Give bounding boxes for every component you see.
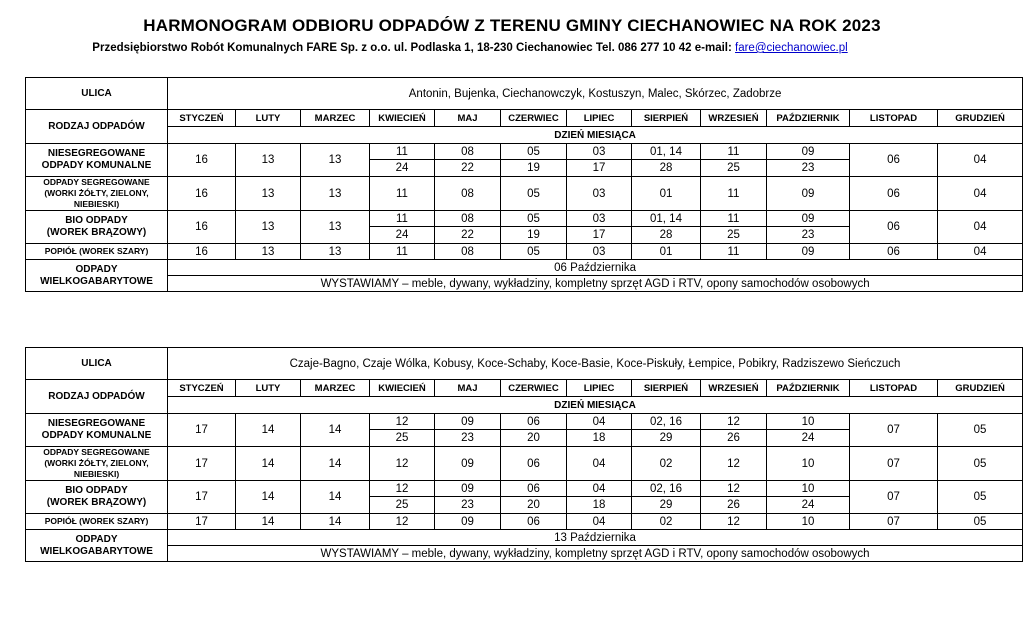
mixed-waste-day: 29 [632, 430, 701, 447]
street-label: ULICA [26, 348, 168, 380]
day-of-month-label: DZIEŃ MIESIĄCA [168, 127, 1023, 144]
ash-label [26, 244, 168, 260]
mixed-waste-day: 03 [567, 144, 632, 160]
ash-day: 14 [236, 514, 301, 530]
mixed-waste-day: 09 [767, 144, 850, 160]
company-address: Przedsiębiorstwo Robót Komunalnych FARE Sp. z o.o. ul. Podlaska 1, 18-230 Ciechanowiec Tel. 086 277 10 42 e-mail: [92, 42, 736, 54]
segregated-waste-day: 12 [701, 447, 767, 481]
company-info [0, 42, 940, 54]
segregated-waste-day: 11 [701, 177, 767, 211]
month-header: LISTOPAD [850, 110, 938, 127]
bio-waste-day: 06 [850, 211, 938, 244]
bio-waste-day: 22 [435, 227, 501, 244]
mixed-waste-day: 23 [767, 160, 850, 177]
bulky-waste-label-line: WIELKOGABARYTOWE [40, 545, 153, 557]
mixed-waste-day: 14 [236, 414, 301, 447]
bio-waste-day: 09 [767, 211, 850, 227]
segregated-waste-label-line: ODPADY SEGREGOWANE [43, 177, 150, 187]
segregated-waste-day: 05 [501, 177, 567, 211]
day-of-month-label: DZIEŃ MIESIĄCA [168, 397, 1023, 414]
segregated-waste-day: 12 [370, 447, 435, 481]
ash-day: 13 [301, 244, 370, 260]
segregated-waste-day: 09 [767, 177, 850, 211]
bio-waste-day: 16 [168, 211, 236, 244]
bio-waste-day: 01, 14 [632, 211, 701, 227]
bulky-waste-label-line: WIELKOGABARYTOWE [40, 275, 153, 287]
bio-waste-label-line: (WOREK BRĄZOWY) [46, 227, 147, 238]
ash-day: 02 [632, 514, 701, 530]
table-row [26, 348, 1023, 380]
segregated-waste-day: 03 [567, 177, 632, 211]
ash-day: 04 [938, 244, 1023, 260]
bio-waste-day: 13 [301, 211, 370, 244]
table-row [26, 244, 1023, 260]
table-row [26, 514, 1023, 530]
ash-day: 05 [501, 244, 567, 260]
bulky-waste-note: WYSTAWIAMY – meble, dywany, wykładziny, kompletny sprzęt AGD i RTV, opony samochodów osobowych [168, 276, 1023, 292]
bio-waste-day: 17 [567, 227, 632, 244]
bio-waste-day: 20 [501, 497, 567, 514]
segregated-waste-day: 09 [435, 447, 501, 481]
mixed-waste-day: 25 [370, 430, 435, 447]
ash-day: 14 [301, 514, 370, 530]
segregated-waste-label-line: NIEBIESKI) [73, 199, 120, 209]
email-link[interactable]: fare@ciechanowiec.pl [735, 42, 848, 54]
month-header: KWIECIEŃ [370, 110, 435, 127]
ash-day: 16 [168, 244, 236, 260]
mixed-waste-day: 28 [632, 160, 701, 177]
month-header: PAŹDZIERNIK [767, 110, 850, 127]
mixed-waste-day: 13 [301, 144, 370, 177]
table-row [26, 447, 1023, 481]
bulky-waste-label [26, 260, 168, 292]
ash-label-line: POPIÓŁ (WOREK SZARY) [44, 516, 149, 526]
month-header: LUTY [236, 110, 301, 127]
mixed-waste-day: 07 [850, 414, 938, 447]
month-header: SIERPIEŃ [632, 110, 701, 127]
mixed-waste-day: 12 [370, 414, 435, 430]
bio-waste-day: 09 [435, 481, 501, 497]
mixed-waste-label-line: ODPADY KOMUNALNE [41, 430, 152, 441]
table-row [26, 481, 1023, 497]
bio-waste-day: 14 [301, 481, 370, 514]
bio-waste-day: 26 [701, 497, 767, 514]
mixed-waste-day: 17 [567, 160, 632, 177]
bio-waste-day: 07 [850, 481, 938, 514]
bio-waste-day: 08 [435, 211, 501, 227]
bio-waste-day: 12 [370, 481, 435, 497]
bio-waste-day: 05 [501, 211, 567, 227]
bio-waste-day: 12 [701, 481, 767, 497]
bulky-waste-date: 06 Października [168, 260, 1023, 276]
bulky-waste-label [26, 530, 168, 562]
mixed-waste-day: 04 [938, 144, 1023, 177]
month-header: LIPIEC [567, 110, 632, 127]
segregated-waste-day: 13 [236, 177, 301, 211]
mixed-waste-day: 06 [850, 144, 938, 177]
segregated-waste-label-line: NIEBIESKI) [73, 469, 120, 479]
mixed-waste-day: 05 [938, 414, 1023, 447]
table-row [26, 530, 1023, 546]
month-header: KWIECIEŃ [370, 380, 435, 397]
month-header: LUTY [236, 380, 301, 397]
waste-type-label: RODZAJ ODPADÓW [26, 380, 168, 414]
street-list: Czaje-Bagno, Czaje Wólka, Kobusy, Koce-Schaby, Koce-Basie, Koce-Piskuły, Łempice, Pobikry, Radziszewo Sieńczuch [168, 348, 1023, 380]
mixed-waste-day: 20 [501, 430, 567, 447]
bio-waste-day: 17 [168, 481, 236, 514]
bio-waste-day: 24 [370, 227, 435, 244]
mixed-waste-day: 05 [501, 144, 567, 160]
month-header: STYCZEŃ [168, 110, 236, 127]
segregated-waste-day: 17 [168, 447, 236, 481]
month-header: MARZEC [301, 380, 370, 397]
table-row [26, 110, 1023, 127]
mixed-waste-label [26, 144, 168, 177]
segregated-waste-day: 04 [567, 447, 632, 481]
month-header: PAŹDZIERNIK [767, 380, 850, 397]
bio-waste-day: 03 [567, 211, 632, 227]
ash-day: 11 [370, 244, 435, 260]
segregated-waste-day: 05 [938, 447, 1023, 481]
segregated-waste-day: 06 [501, 447, 567, 481]
ash-day: 05 [938, 514, 1023, 530]
bio-waste-label [26, 481, 168, 514]
bulky-waste-note: WYSTAWIAMY – meble, dywany, wykładziny, kompletny sprzęt AGD i RTV, opony samochodów osobowych [168, 546, 1023, 562]
month-header: GRUDZIEŃ [938, 110, 1023, 127]
segregated-waste-day: 10 [767, 447, 850, 481]
segregated-waste-label [26, 177, 168, 211]
bio-waste-day: 11 [701, 211, 767, 227]
street-list: Antonin, Bujenka, Ciechanowczyk, Kostuszyn, Malec, Skórzec, Zadobrze [168, 78, 1023, 110]
bulky-waste-label-line: ODPADY [75, 533, 118, 545]
bio-waste-day: 14 [236, 481, 301, 514]
schedule-table-2 [25, 347, 1023, 562]
month-header: STYCZEŃ [168, 380, 236, 397]
mixed-waste-label-line: NIESEGREGOWANE [47, 418, 146, 429]
mixed-waste-day: 23 [435, 430, 501, 447]
mixed-waste-day: 01, 14 [632, 144, 701, 160]
mixed-waste-day: 13 [236, 144, 301, 177]
month-header: MAJ [435, 110, 501, 127]
mixed-waste-day: 17 [168, 414, 236, 447]
table-row [26, 177, 1023, 211]
ash-day: 12 [370, 514, 435, 530]
bio-waste-day: 19 [501, 227, 567, 244]
segregated-waste-day: 07 [850, 447, 938, 481]
ash-label [26, 514, 168, 530]
ash-day: 12 [701, 514, 767, 530]
bio-waste-day: 25 [701, 227, 767, 244]
mixed-waste-day: 11 [370, 144, 435, 160]
segregated-waste-label [26, 447, 168, 481]
ash-day: 11 [701, 244, 767, 260]
bio-waste-day: 04 [938, 211, 1023, 244]
month-header: CZERWIEC [501, 380, 567, 397]
mixed-waste-day: 11 [701, 144, 767, 160]
segregated-waste-day: 02 [632, 447, 701, 481]
bio-waste-day: 25 [370, 497, 435, 514]
segregated-waste-day: 14 [236, 447, 301, 481]
ash-day: 09 [767, 244, 850, 260]
table-row [26, 127, 1023, 144]
month-header: GRUDZIEŃ [938, 380, 1023, 397]
ash-day: 03 [567, 244, 632, 260]
table-row [26, 380, 1023, 397]
month-header: MAJ [435, 380, 501, 397]
table-row [26, 211, 1023, 227]
ash-day: 13 [236, 244, 301, 260]
bio-waste-day: 10 [767, 481, 850, 497]
month-header: LISTOPAD [850, 380, 938, 397]
bio-waste-day: 05 [938, 481, 1023, 514]
bio-waste-label [26, 211, 168, 244]
bio-waste-day: 04 [567, 481, 632, 497]
ash-day: 01 [632, 244, 701, 260]
mixed-waste-day: 24 [370, 160, 435, 177]
mixed-waste-label-line: ODPADY KOMUNALNE [41, 160, 152, 171]
mixed-waste-day: 24 [767, 430, 850, 447]
mixed-waste-day: 09 [435, 414, 501, 430]
ash-day: 06 [850, 244, 938, 260]
month-header: LIPIEC [567, 380, 632, 397]
segregated-waste-day: 06 [850, 177, 938, 211]
segregated-waste-label-line: (WORKI ŻÓŁTY, ZIELONY, [44, 188, 149, 198]
mixed-waste-day: 18 [567, 430, 632, 447]
mixed-waste-label-line: NIESEGREGOWANE [47, 148, 146, 159]
month-header: WRZESIEŃ [701, 380, 767, 397]
schedule-table-1 [25, 77, 1023, 292]
bio-waste-day: 23 [767, 227, 850, 244]
month-header: SIERPIEŃ [632, 380, 701, 397]
ash-day: 09 [435, 514, 501, 530]
mixed-waste-day: 22 [435, 160, 501, 177]
ash-day: 04 [567, 514, 632, 530]
table-row [26, 397, 1023, 414]
document-title: HARMONOGRAM ODBIORU ODPADÓW Z TERENU GMINY CIECHANOWIEC NA ROK 2023 [143, 16, 881, 35]
segregated-waste-day: 13 [301, 177, 370, 211]
ash-day: 07 [850, 514, 938, 530]
table-row [26, 144, 1023, 160]
bio-waste-day: 23 [435, 497, 501, 514]
ash-day: 06 [501, 514, 567, 530]
mixed-waste-day: 10 [767, 414, 850, 430]
table-row [26, 276, 1023, 292]
bio-waste-label-line: BIO ODPADY [65, 485, 128, 496]
table-row [26, 78, 1023, 110]
table-row [26, 414, 1023, 430]
segregated-waste-day: 11 [370, 177, 435, 211]
bio-waste-day: 13 [236, 211, 301, 244]
bio-waste-label-line: BIO ODPADY [65, 215, 128, 226]
bio-waste-day: 28 [632, 227, 701, 244]
bulky-waste-label-line: ODPADY [75, 263, 118, 275]
segregated-waste-day: 14 [301, 447, 370, 481]
segregated-waste-day: 08 [435, 177, 501, 211]
bulky-waste-date: 13 Października [168, 530, 1023, 546]
segregated-waste-day: 16 [168, 177, 236, 211]
ash-day: 08 [435, 244, 501, 260]
bio-waste-day: 02, 16 [632, 481, 701, 497]
ash-day: 10 [767, 514, 850, 530]
bio-waste-day: 24 [767, 497, 850, 514]
mixed-waste-day: 14 [301, 414, 370, 447]
table-row [26, 546, 1023, 562]
mixed-waste-day: 04 [567, 414, 632, 430]
mixed-waste-day: 26 [701, 430, 767, 447]
waste-type-label: RODZAJ ODPADÓW [26, 110, 168, 144]
mixed-waste-label [26, 414, 168, 447]
mixed-waste-day: 16 [168, 144, 236, 177]
bio-waste-label-line: (WOREK BRĄZOWY) [46, 497, 147, 508]
street-label: ULICA [26, 78, 168, 110]
mixed-waste-day: 12 [701, 414, 767, 430]
bio-waste-day: 06 [501, 481, 567, 497]
month-header: MARZEC [301, 110, 370, 127]
segregated-waste-label-line: ODPADY SEGREGOWANE [43, 447, 150, 457]
segregated-waste-label-line: (WORKI ŻÓŁTY, ZIELONY, [44, 458, 149, 468]
mixed-waste-day: 06 [501, 414, 567, 430]
bio-waste-day: 29 [632, 497, 701, 514]
ash-label-line: POPIÓŁ (WOREK SZARY) [44, 246, 149, 256]
table-row [26, 260, 1023, 276]
bio-waste-day: 11 [370, 211, 435, 227]
bio-waste-day: 18 [567, 497, 632, 514]
mixed-waste-day: 19 [501, 160, 567, 177]
mixed-waste-day: 08 [435, 144, 501, 160]
month-header: WRZESIEŃ [701, 110, 767, 127]
mixed-waste-day: 25 [701, 160, 767, 177]
segregated-waste-day: 04 [938, 177, 1023, 211]
segregated-waste-day: 01 [632, 177, 701, 211]
mixed-waste-day: 02, 16 [632, 414, 701, 430]
ash-day: 17 [168, 514, 236, 530]
month-header: CZERWIEC [501, 110, 567, 127]
